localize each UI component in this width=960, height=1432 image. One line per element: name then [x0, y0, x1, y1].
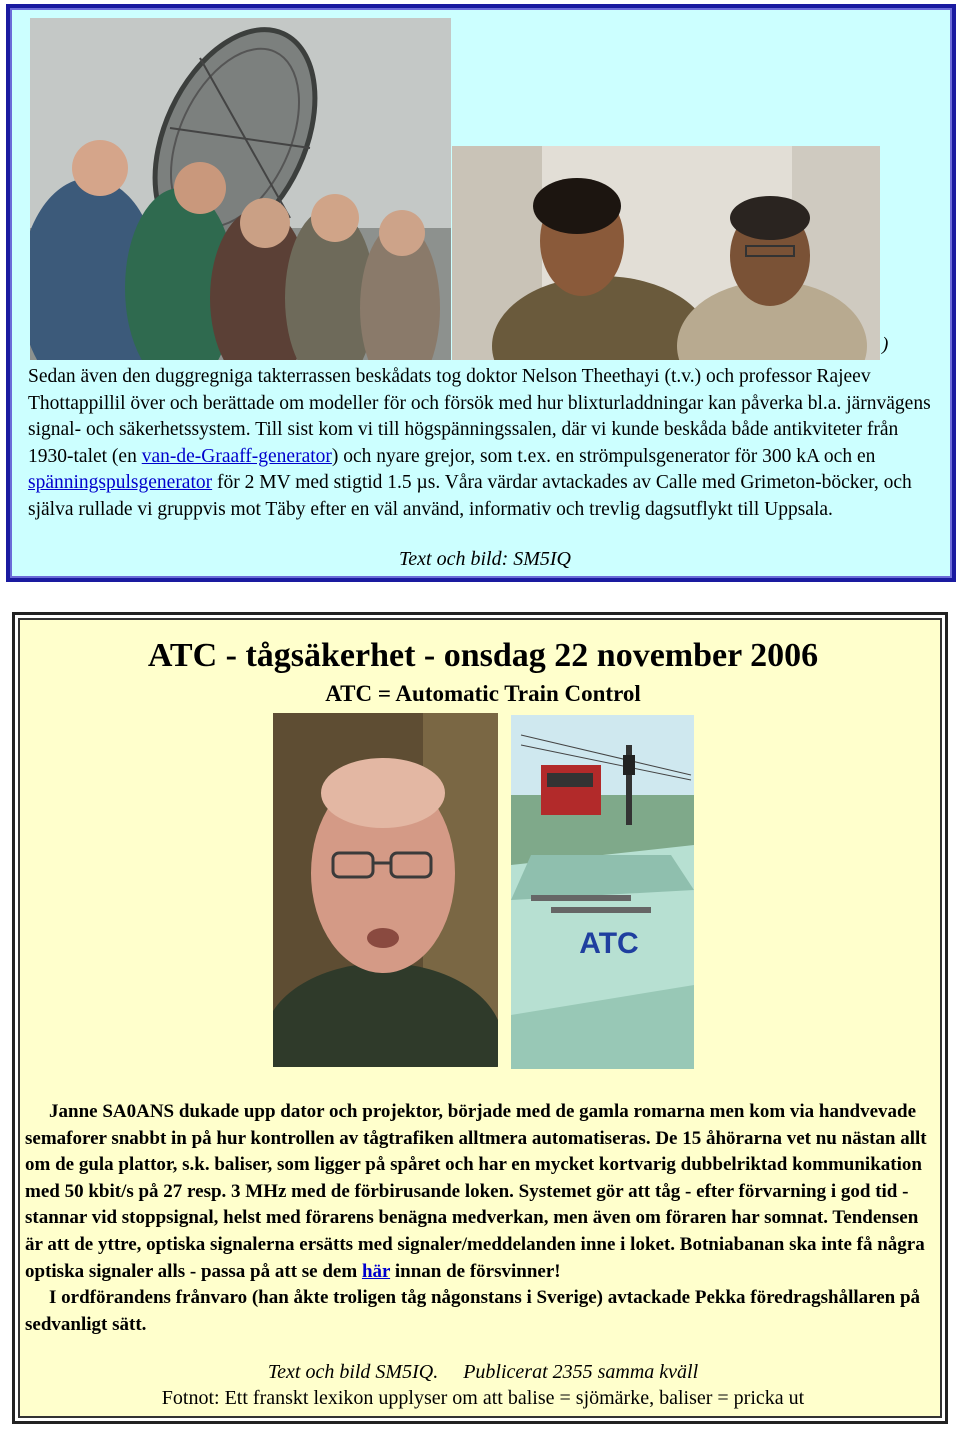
atc-cover-label: ATC: [579, 927, 639, 960]
article-box-lightning: [6, 4, 956, 582]
article-paragraph: [25, 1099, 937, 1285]
article-text-lightning: [28, 364, 948, 524]
photo-speaker-portrait: [273, 713, 498, 1067]
photo-two-researchers-graphic: [452, 146, 880, 360]
paragraph-text: Janne SA0ANS dukade upp dator och projektor, började med de gamla romarna men kom via handvevade semaforer snabbt in på hur kontrollen av tågtrafiken alltmera automatiseras. De 15 åhörarna vet nu nästan allt om de gula plattor, s.k. baliser, som ligger på spåret och har en mycket kortvarig dubbelriktad kommunikation med 50 kbit/s på 27 resp. 3 MHz med de förbirusande loken. Systemet gör att tåg - efter förvarning i god tid - stannar vid stoppsignal, helst med förarens benägna medverkan, men även om föraren har somnat. Tendensen är att de yttre, optiska signalerna ersätts med signaler/meddelanden inne i loket. Botniabanan ska inte få några optiska signaler alls - passa på att se dem: [25, 1101, 927, 1282]
article-subtitle-atc: ATC = Automatic Train Control: [325, 681, 641, 706]
har-link[interactable]: här: [361, 1260, 391, 1282]
photo-credit-atc: Text och bild SM5IQ. Publicerat 2355 samma kväll: [267, 1361, 699, 1383]
article-paragraph: I ordförandens frånvaro (han åkte troligen tåg någonstans i Sverige) avtackade Pekka föredragshållaren på sedvanligt sätt.: [25, 1287, 921, 1335]
footnote: Fotnot: Ett franskt lexikon upplyser om att balise = sjömärke, baliser = pricka ut: [161, 1387, 805, 1409]
photo-two-researchers: [452, 146, 880, 360]
stray-paren: ): [882, 334, 889, 355]
paragraph-text: ) och nyare grejor, som t.ex. en strömpulsgenerator för 300 kA och en: [331, 445, 876, 467]
photo-group-at-antenna: [30, 18, 451, 360]
article-paragraph: [28, 364, 948, 524]
paragraph-text: för 2 MV med stigtid 1.5 µs. Våra värdar avtackades av Calle med Grimeton-böcker, och själva rullade vi gruppvis mot Täby efter en väl använd, informativ och trevlig dagsutflykt till Uppsala.: [28, 472, 912, 520]
atc-book-cover-graphic: [511, 715, 694, 1069]
van-de-graaff-link[interactable]: van-de-Graaff-generator: [141, 445, 332, 467]
photo-credit-lightning: Text och bild: SM5IQ: [398, 548, 571, 570]
photo-atc-book-cover: [511, 715, 694, 1069]
article-title-atc: ATC - tågsäkerhet - onsdag 22 november 2006: [147, 637, 819, 674]
photo-group-at-antenna-graphic: [30, 18, 451, 360]
article-box-atc: [12, 612, 948, 1424]
paragraph-text: innan de försvinner!: [390, 1260, 561, 1282]
photo-speaker-portrait-graphic: [273, 713, 498, 1067]
article-text-atc: [25, 1099, 937, 1338]
spanningspulsgenerator-link[interactable]: spänningspulsgenerator: [28, 472, 213, 494]
paragraph-text: Sedan även den duggregniga takterrassen beskådats tog doktor Nelson Theethayi (t.v.) och professor Rajeev Thottappillil över och berättade om modeller för och försök med hur blixturladdningar kan påverka bl.a. järnvägens signal- och säkerhetssystem. Till sist kom vi till högspänningssalen, där vi kunde beskåda både antikviteter från 1930-talet (en: [28, 366, 931, 467]
